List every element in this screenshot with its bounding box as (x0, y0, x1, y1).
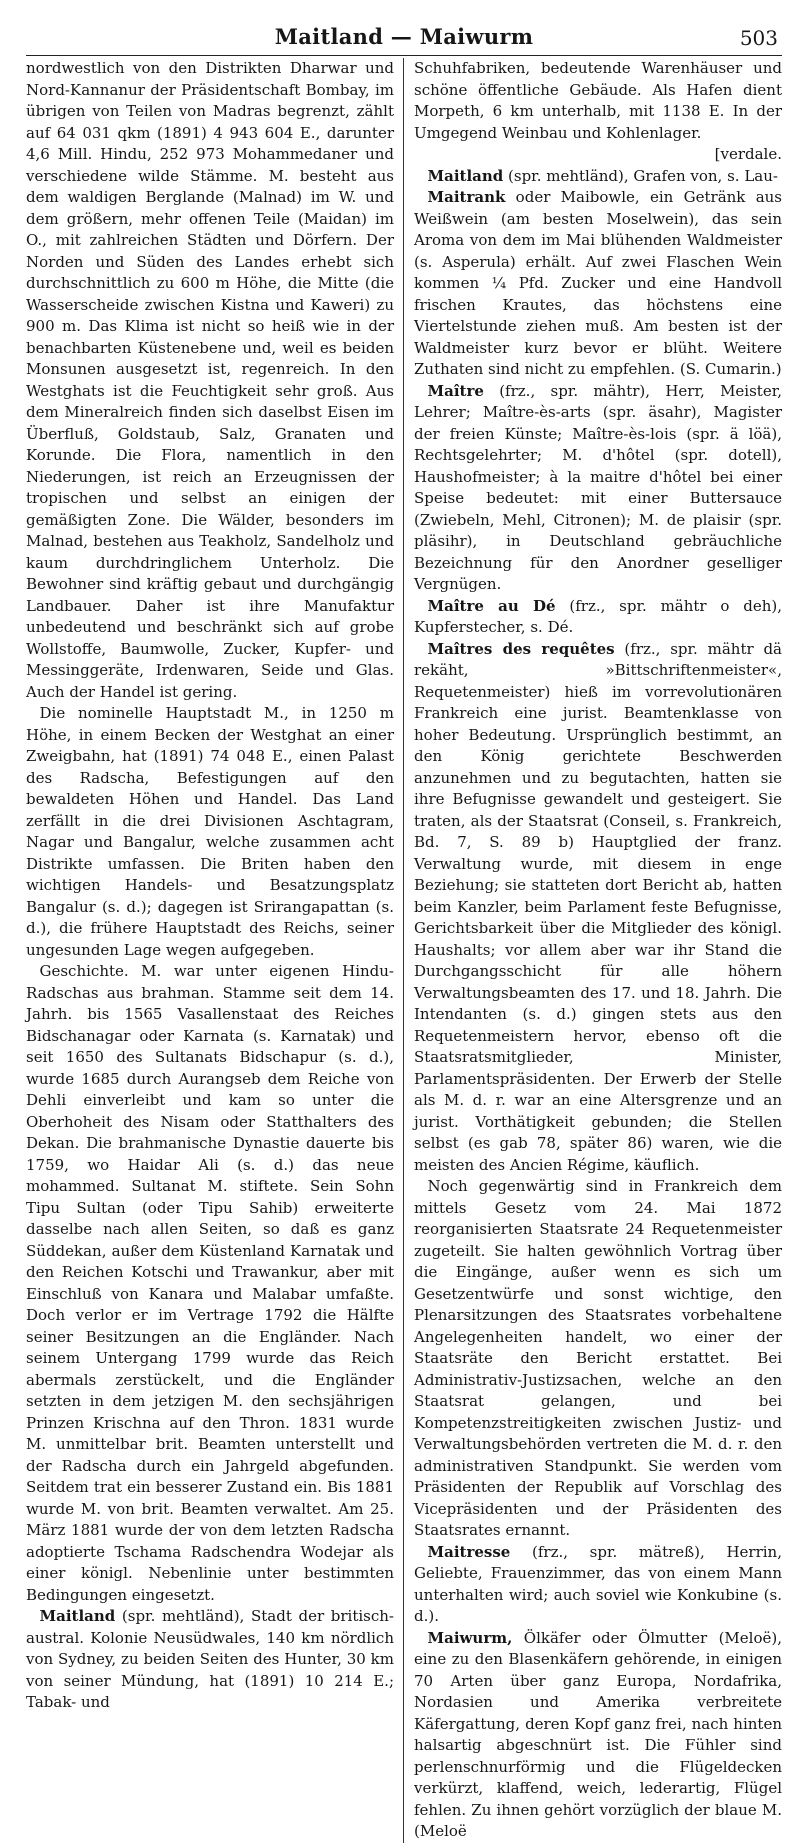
dictionary-entry (414, 639, 782, 1177)
entry-text: [verdale. (714, 145, 782, 163)
dictionary-entry (414, 596, 782, 639)
dictionary-entry (414, 1542, 782, 1628)
right-column (403, 58, 782, 1843)
entry-text: Geschichte. M. war unter eigenen Hindu-Radschas aus brahman. Stamme seit dem 14. Jahrh. bis 1565 Vasallenstaat des Reiches Bidschanagar oder Karnata (s. Karnatak) und seit 1650 des Sultanats Bidschapur (s. d.), wurde 1685 durch Aurangseb dem Reiche von Dehli einverleibt und kam so unter die Oberhoheit des Nisam oder Statthalters des Dekan. Die brahmanische Dynastie dauerte bis 1759, wo Haidar Ali (s. d.) das neue mohammed. Sultanat M. stiftete. Sein Sohn Tipu Sultan (oder Tipu Sahib) erweiterte dasselbe nach allen Seiten, so daß es ganz Süddekan, außer dem Küstenland Karnatak und den Reichen Kotschi und Trawankur, aber mit Einschluß von Kanara und Malabar umfaßte. Doch verlor er im Vertrage 1792 die Hälfte seiner Besitzungen an die Engländer. Nach seinem Untergang 1799 wurde das Reich abermals zerstückelt, und die Engländer setzten in dem jetzigen M. den sechsjährigen Prinzen Krischna auf den Thron. 1831 wurde M. unmittelbar brit. Beamten unterstellt und der Radscha durch ein Jahrgeld abgefunden. Seitdem trat ein besserer Zustand ein. Bis 1881 wurde M. von brit. Beamten verwaltet. Am 25. März 1881 wurde der von dem letzten Radscha adoptierte Tschama Radschendra Wodejar als einer königl. Nebenlinie unter bestimmten Bedingungen eingesetzt. (26, 962, 394, 1604)
text-columns (26, 58, 782, 1843)
entry-text: nordwestlich von den Distrikten Dharwar und Nord-Kannanur der Präsidentschaft Bombay, im übrigen von Teilen von Madras begrenzt, zählt auf 64 031 qkm (1891) 4 943 604 E., darunter 4,6 Mill. Hindu, 252 973 Mohammedaner und verschiedene wilde Stämme. M. besteht aus dem waldigen Berglande (Malnad) im W. und dem größern, mehr offenen Teile (Maidan) im O., mit zahlreichen Städten und Dörfern. Der Norden und Süden des Landes erhebt sich durchschnittlich zu 600 m Höhe, die Mitte (die Wasserscheide zwischen Kistna und Kaweri) zu 900 m. Das Klima ist nicht so heiß wie in der benachbarten Küstenebene und, weil es beiden Monsunen ausgesetzt ist, regenreich. In den Westghats ist die Feuchtigkeit sehr groß. Aus dem Mineralreich finden sich daselbst Eisen im Überfluß, Goldstaub, Salz, Granaten und Korunde. Die Flora, namentlich in den Niederungen, ist reich an Erzeugnissen der tropischen und selbst an einigen der gemäßigten Zone. Die Wälder, besonders im Malnad, bestehen aus Teakholz, Sandelholz und kaum durchdringlichem Unterholz. Die Bewohner sind kräftig gebaut und durchgängig Landbauer. Daher ist ihre Manufaktur unbedeutend und beschränkt sich auf grobe Wollstoffe, Baumwolle, Zucker, Kupfer- und Messinggeräte, Irdenwaren, Seide und Glas. Auch der Handel ist gering. (26, 59, 394, 701)
dictionary-entry (26, 1606, 394, 1714)
entry-text: Schuhfabriken, bedeutende Warenhäuser und schöne öffentliche Gebäude. Als Hafen dient Morpeth, 6 km unterhalb, mit 1138 E. In der Umgegend Weinbau und Kohlenlager. (414, 59, 782, 142)
entry-text: (spr. mehtländ), Grafen von, s. Lau- (503, 166, 778, 185)
entry-text: (frz., spr. mähtr o deh), Kupferstecher, s. Dé. (414, 596, 782, 636)
entry-headword: Maîtres des requêtes (427, 639, 615, 658)
paragraph (414, 144, 782, 166)
entry-headword: Maitresse (427, 1542, 511, 1561)
dictionary-entry (414, 381, 782, 596)
entry-headword: Maître au Dé (427, 596, 556, 615)
paragraph (26, 961, 394, 1606)
dictionary-entry (414, 1628, 782, 1843)
paragraph (26, 703, 394, 961)
entry-headword: Maître (427, 381, 484, 400)
dictionary-entry (414, 166, 782, 188)
entry-headword: Maitland (39, 1607, 116, 1625)
page-header (26, 20, 782, 58)
entry-headword: Maitland (427, 166, 504, 185)
dictionary-entry (414, 187, 782, 381)
entry-text: (frz., spr. mähtr), Herr, Meister, Lehrer; Maître-ès-arts (spr. äsahr), Magister der freien Künste; Maître-ès-lois (spr. ä löä), Rechtsgelehrter; M. d'hôtel (spr. dotell), Haushofmeister; à la maitre d'hôtel bei einer Speise bedeutet: mit einer Buttersauce (Zwiebeln, Mehl, Citronen); M. de plaisir (spr. pläsihr), in Deutschland gebräuchliche Bezeichnung für den Anordner geselliger Vergnügen. (414, 381, 782, 593)
entry-text: (frz., spr. mähtr dä rekäht, »Bittschriftenmeister«, Requetenmeister) hieß im vorrevolutionären Frankreich eine jurist. Beamtenklasse von hoher Bedeutung. Ursprünglich bestimmt, an den König gerichtete Beschwerden anzunehmen und zu begutachten, hatten sie ihre Befugnisse gewandelt und gesteigert. Sie traten, als der Staatsrat (Conseil, s. Frankreich, Bd. 7, S. 89 b) Hauptglied der franz. Verwaltung wurde, mit diesem in enge Beziehung; sie statteten dort Bericht ab, hatten beim Kanzler, beim Parlament feste Befugnisse, Gerichtsbarkeit über die Mitglieder des königl. Haushalts; vor allem aber war ihr Stand die Durchgangsschicht für alle höhern Verwaltungsbeamten des 17. und 18. Jahrh. Die Intendanten (s. d.) gingen stets aus den Requetenmeistern hervor, ebenso oft die Staatsratsmitglieder, Minister, Parlamentspräsidenten. Der Erwerb der Stelle als M. d. r. war an eine Altersgrenze und an jurist. Vorthätigkeit gebunden; die Stellen selbst (es gab 78, später 86) waren, wie die meisten des Ancien Régime, käuflich. (414, 639, 782, 1174)
entry-text: (frz., spr. mätreß), Herrin, Geliebte, Frauenzimmer, das von einem Mann unterhalten wird; auch soviel wie Konkubine (s. d.). (414, 1542, 782, 1625)
entry-headword: Maiwurm, (427, 1628, 513, 1647)
paragraph (414, 58, 782, 144)
entry-text: (spr. mehtländ), Stadt der britisch-austral. Kolonie Neusüdwales, 140 km nördlich von Sydney, zu beiden Seiten des Hunter, 30 km von seiner Mündung, hat (1891) 10 214 E.; Tabak- und (26, 1607, 394, 1711)
entry-headword: Maitrank (427, 188, 506, 206)
page-number: 503 (739, 26, 778, 50)
left-column (26, 58, 403, 1843)
entry-text: Die nominelle Hauptstadt M., in 1250 m Höhe, in einem Becken der Westghat an einer Zweigbahn, hat (1891) 74 048 E., einen Palast des Radscha, Befestigungen auf den bewaldeten Höhen und Handel. Das Land zerfällt in die drei Divisionen Aschtagram, Nagar und Bangalur, welche zusammen acht Distrikte umfassen. Die Briten haben den wichtigen Handels- und Besatzungsplatz Bangalur (s. d.); dagegen ist Srirangapattan (s. d.), die frühere Hauptstadt des Reichs, seiner ungesunden Lage wegen aufgegeben. (26, 704, 394, 959)
entry-text: Noch gegenwärtig sind in Frankreich dem mittels Gesetz vom 24. Mai 1872 reorganisierten Staatsrate 24 Requetenmeister zugeteilt. Sie halten gewöhnlich Vortrag über die Eingänge, außer wenn es sich um Gesetzentwürfe und sonst wichtige, den Plenarsitzungen des Staatsrates vorbehaltene Angelegenheiten handelt, wo einer der Staatsräte den Bericht erstattet. Bei Administrativ-Justizsachen, welche an den Staatsrat gelangen, und bei Kompetenzstreitigkeiten zwischen Justiz- und Verwaltungsbehörden vertreten die M. d. r. den administrativen Standpunkt. Sie werden vom Präsidenten der Republik auf Vorschlag des Vicepräsidenten und der Präsidenten des Staatsrates ernannt. (414, 1177, 782, 1539)
paragraph (26, 58, 394, 703)
entry-text: Ölkäfer oder Ölmutter (Meloë), eine zu den Blasenkäfern gehörende, in einigen 70 Arten über ganz Europa, Nordafrika, Nordasien und Amerika verbreitete Käfergattung, deren Kopf ganz frei, nach hinten halsartig abgeschnürt ist. Die Fühler sind perlenschnurförmig und die Flügeldecken verkürzt, klaffend, weich, lederartig, Flügel fehlen. Zu ihnen gehört vorzüglich der blaue M. (Meloë (414, 1628, 782, 1840)
paragraph (414, 1176, 782, 1542)
header-rule (26, 55, 782, 56)
running-head: Maitland — Maiwurm (274, 24, 534, 49)
entry-text: oder Maibowle, ein Getränk aus Weißwein (am besten Moselwein), das sein Aroma von dem im Mai blühenden Waldmeister (s. Asperula) erhält. Auf zwei Flaschen Wein kommen ¼ Pfd. Zucker und eine Handvoll frischen Krautes, das höchstens eine Viertelstunde ziehen muß. Am besten ist der Waldmeister kurz bevor er blüht. Weitere Zuthaten sind nicht zu empfehlen. (S. Cumarin.) (414, 188, 782, 378)
